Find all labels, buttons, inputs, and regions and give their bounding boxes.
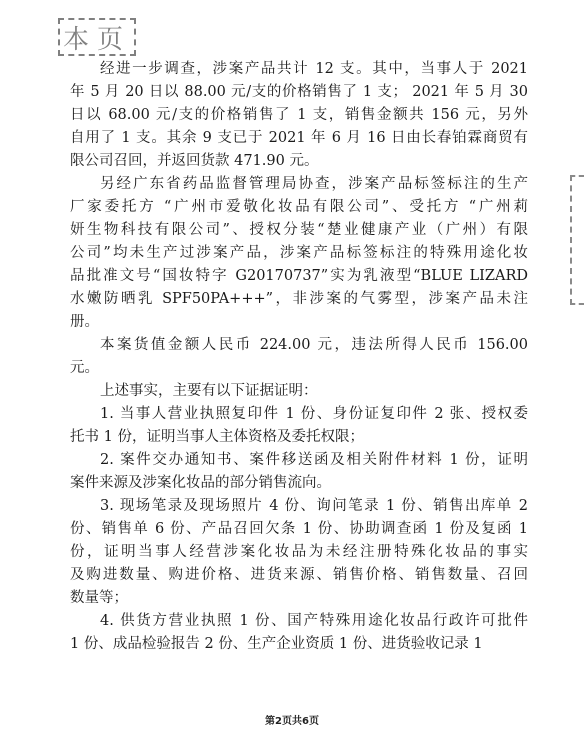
text-line: 托书 1 份，证明当事人主体资格及委托权限； (70, 429, 364, 445)
text-line: 元。 (70, 360, 99, 376)
paragraph (70, 380, 528, 403)
paragraph (70, 495, 528, 610)
text-line: 册。 (70, 314, 99, 330)
page-number-label: 第2页共6页 (265, 716, 319, 727)
text-line: 妍生物科技有限公司”、授权分装“楚业健康产业（广州）有限 (70, 222, 528, 238)
edge-seal-mark (570, 175, 584, 305)
text-line: 案件来源及涉案化妆品的部分销售流向。 (70, 475, 331, 491)
text-line: 年 5 月 20 日以 88.00 元/支的价格销售了 1 支； 2021 年 5 月 30 (70, 84, 528, 100)
text-line: 份，证明当事人经营涉案化妆品为未经注册特殊化妆品的事实 (70, 544, 528, 560)
text-line: 本案货值金额人民币 224.00 元，违法所得人民币 156.00 (100, 337, 528, 353)
text-line: 厂家委托方 “广州市爱敬化妆品有限公司”、受托方 “广州莉 (70, 199, 528, 215)
text-line: 水嫩防晒乳 SPF50PA+++”，非涉案的气雾型，涉案产品未注 (70, 291, 528, 307)
text-line: 3. 现场笔录及现场照片 4 份、询问笔录 1 份、销售出库单 2 (100, 498, 528, 514)
text-line: 数量等； (70, 590, 128, 606)
text-line: 日以 68.00 元/支的价格销售了 1 支，销售金额共 156 元，另外 (70, 107, 528, 123)
text-line: 份、销售单 6 份、产品召回欠条 1 份、协助调查函 1 份及复函 1 (70, 521, 528, 537)
text-line: 品批准文号“国妆特字 G20170737”实为乳液型“BLUE LIZARD (70, 268, 528, 284)
paragraph (70, 173, 528, 334)
text-line: 公司”均未生产过涉案产品，涉案产品标签标注的特殊用途化妆 (70, 245, 528, 261)
text-line: 经进一步调查，涉案产品共计 12 支。其中，当事人于 2021 (100, 61, 528, 77)
paragraph (70, 610, 528, 656)
paragraph (70, 403, 528, 449)
paragraph (70, 334, 528, 380)
text-line: 另经广东省药品监督管理局协查，涉案产品标签标注的生产 (100, 176, 528, 192)
seal-stamp (58, 18, 136, 56)
text-line: 4. 供货方营业执照 1 份、国产特殊用途化妆品行政许可批件 (100, 613, 528, 629)
page-footer (0, 712, 584, 727)
paragraph (70, 58, 528, 173)
text-line: 上述事实，主要有以下证据证明： (100, 383, 318, 399)
text-line: 限公司召回，并返回货款 471.90 元。 (70, 153, 319, 169)
text-line: 及购进数量、购进价格、进货来源、销售价格、销售数量、召回 (70, 567, 528, 583)
paragraph (70, 449, 528, 495)
text-line: 2. 案件交办通知书、案件移送函及相关附件材料 1 份，证明 (100, 452, 528, 468)
text-line: 1 份、成品检验报告 2 份、生产企业资质 1 份、进货验收记录 1 (70, 636, 483, 652)
text-line: 1. 当事人营业执照复印件 1 份、身份证复印件 2 张、授权委 (100, 406, 528, 422)
seal-stamp-text: 本页 (62, 24, 131, 55)
text-line: 自用了 1 支。其余 9 支已于 2021 年 6 月 16 日由长春铂霖商贸有 (70, 130, 528, 146)
document-body (70, 58, 528, 656)
